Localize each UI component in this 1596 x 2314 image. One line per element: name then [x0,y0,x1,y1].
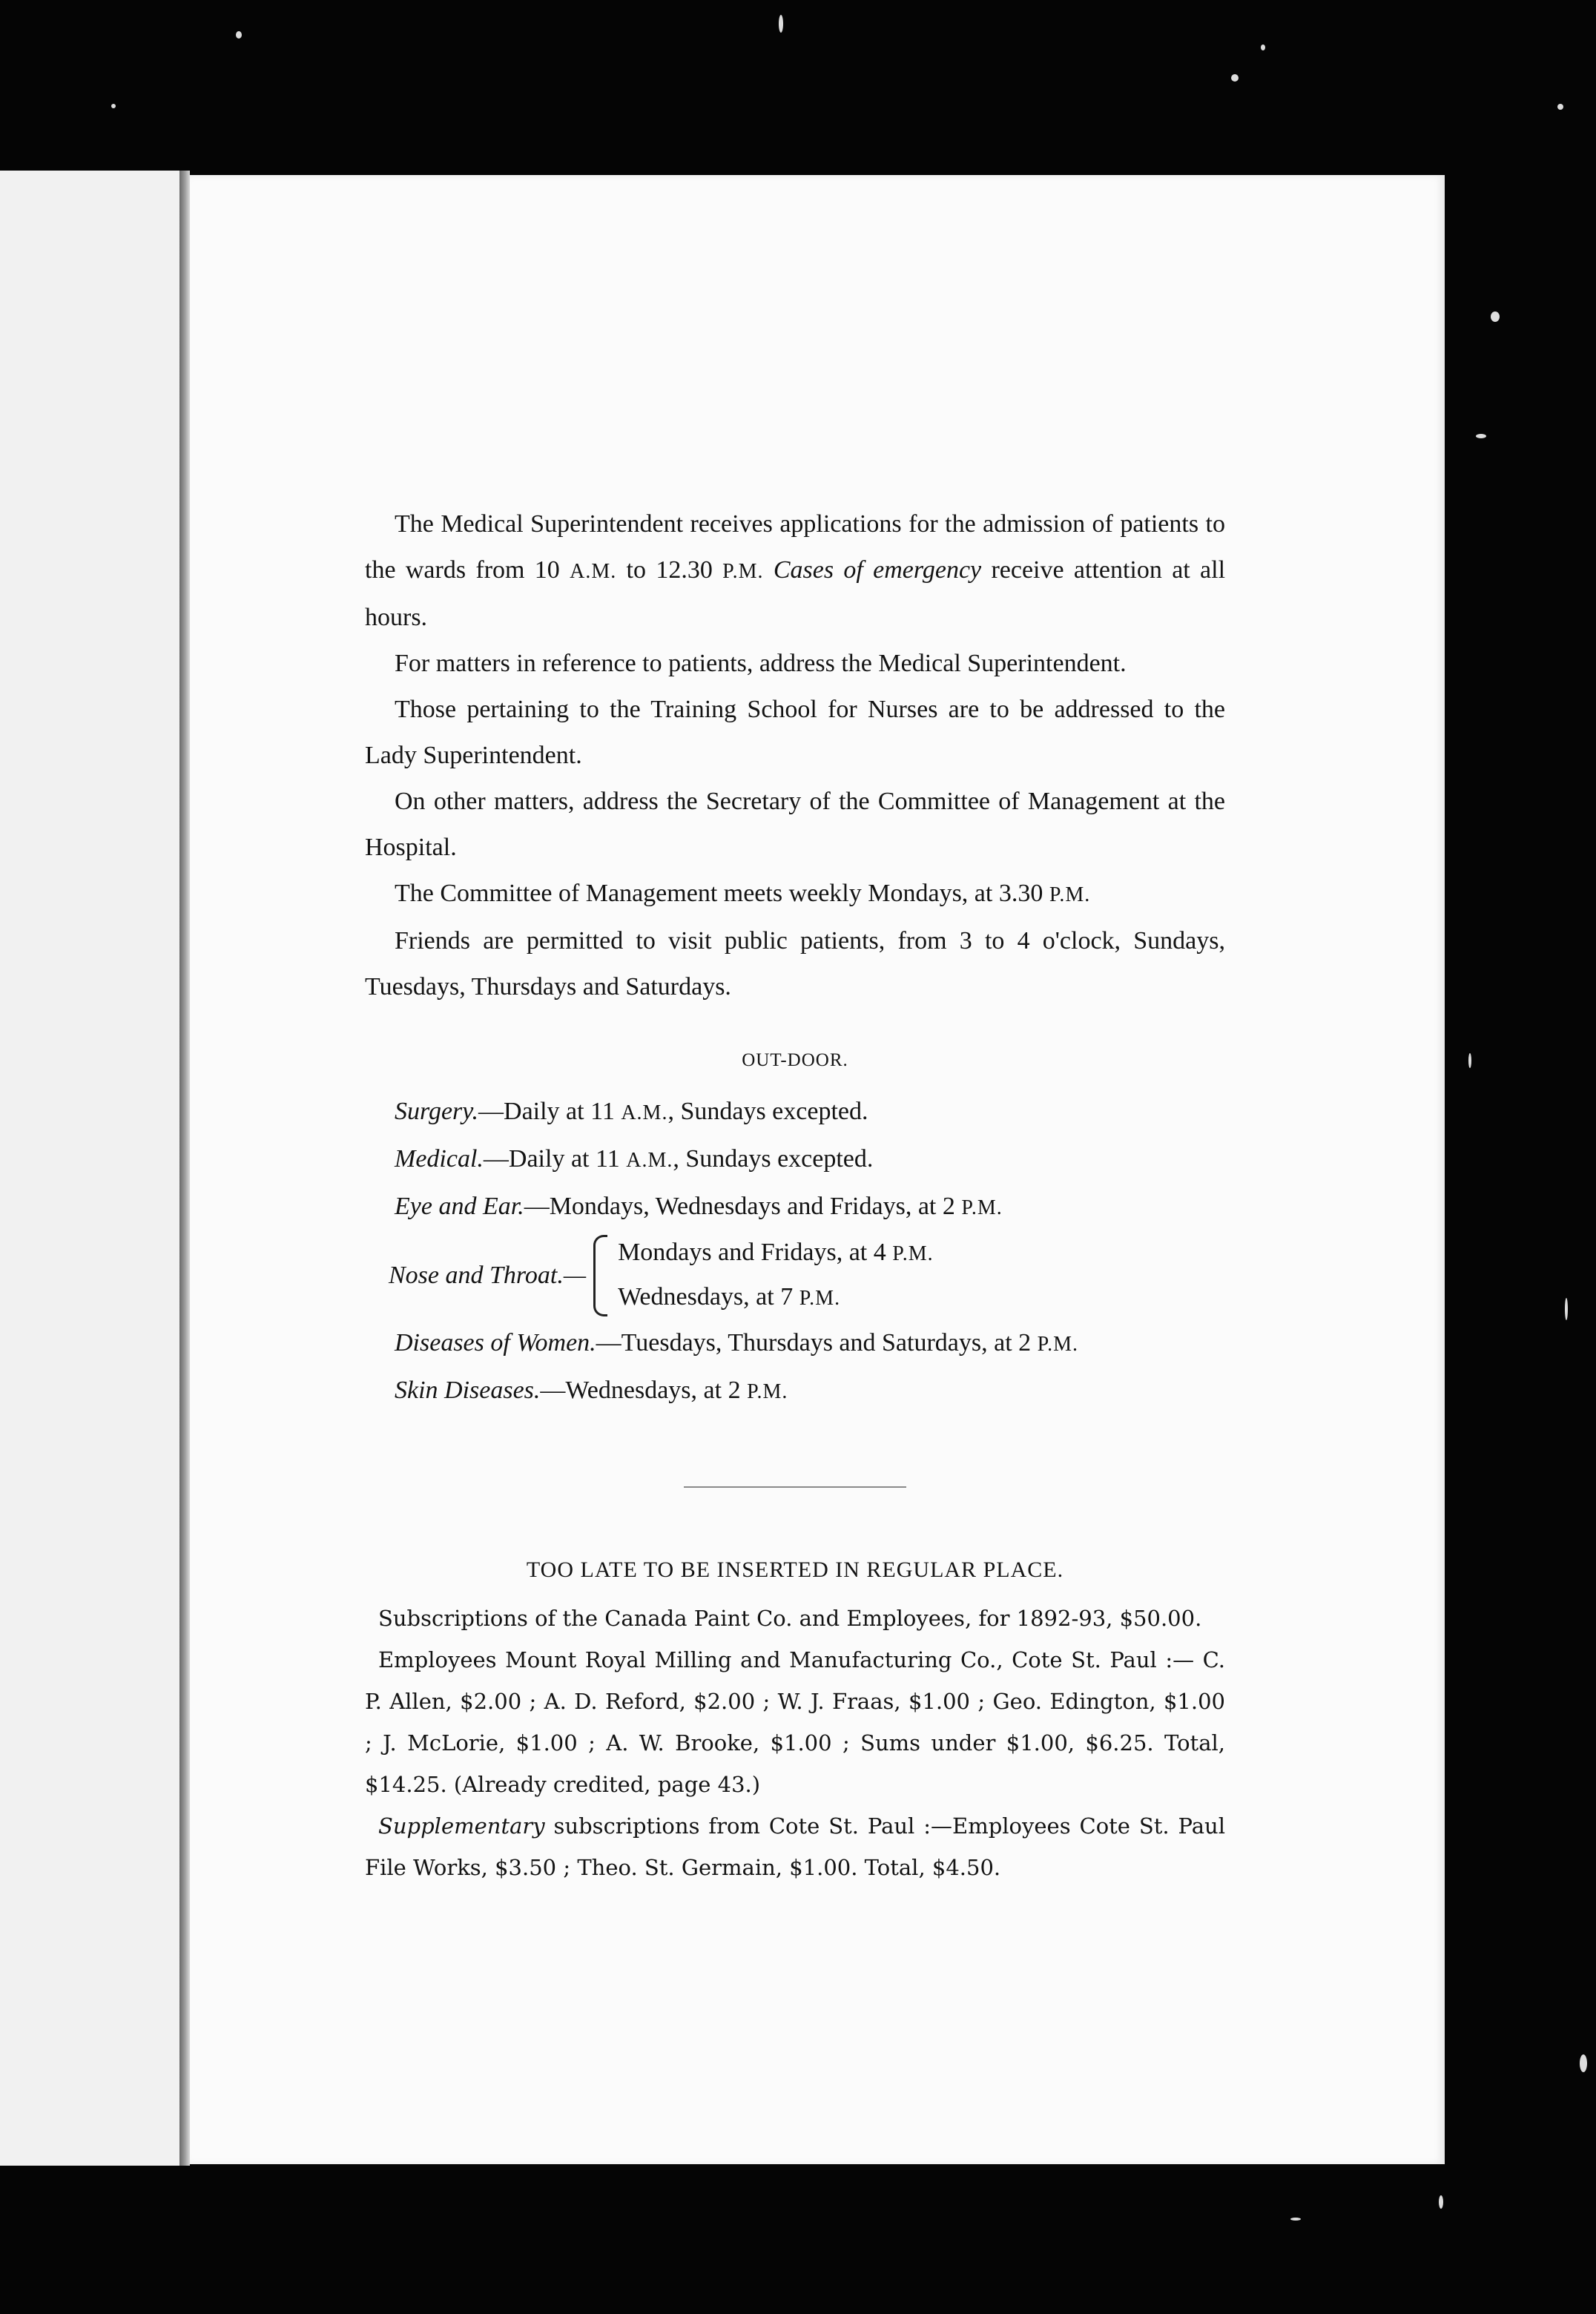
scan-speck [1468,1053,1471,1068]
outdoor-eye-ear: Eye and Ear.—Mondays, Wednesdays and Fridays, at 2 P.M. [395,1193,1003,1220]
patients-paragraph: For matters in reference to patients, address the Medical Superintendent. [395,650,1127,677]
scan-speck [779,15,783,33]
scan-speck [1580,2054,1587,2072]
nose-throat-line-2: Wednesdays, at 7 P.M. [618,1283,841,1311]
nose-throat-line-1: Mondays and Fridays, at 4 P.M. [618,1239,934,1266]
scan-speck [1261,44,1265,50]
nose-throat-schedule [618,1231,934,1320]
outdoor-nose-throat: Nose and Throat.— Mondays and Fridays, at 4 P.M. Wednesdays, at 7 P.M. [365,1231,1225,1320]
outdoor-surgery: Surgery.—Daily at 11 A.M., Sundays excepted. [395,1098,868,1125]
scan-speck [111,104,116,108]
scan-speck [1557,104,1563,110]
book-spine [179,171,190,2166]
late-insert-section [365,1549,1225,1888]
admission-paragraph: The Medical Superintendent receives applications for the admission of patients to the wards from 10 A.M. to 12.30 P.M. Cases of emergency receive attention at all hours. [365,510,1226,631]
scan-speck [1476,434,1486,438]
outdoor-heading: OUT-DOOR. [742,1050,848,1070]
scan-speck [236,31,242,39]
mount-royal-paragraph: Employees Mount Royal Milling and Manufacturing Co., Cote St. Paul :— C. P. Allen, $2.00 ; A. D. Reford, $2.00 ; W. J. Fraas, $1.00 ; Geo. Edington, $1.00 ; J. McLorie, $1.00 ; A. W. Brooke, $1.00 ; Sums under $1.00, $6.25. Total, $14.25. (Already credited, page 43.) [365,1647,1225,1797]
other-matters-paragraph: On other matters, address the Secretary of the Committee of Management at the Hospital. [365,788,1225,861]
committee-paragraph: The Committee of Management meets weekly Mondays, at 3.30 P.M. [395,880,1091,907]
scan-speck [1439,2195,1443,2209]
scan-speck [1231,74,1239,82]
late-insert-heading: TOO LATE TO BE INSERTED IN REGULAR PLACE. [526,1558,1064,1582]
scan-speck [1290,2218,1301,2221]
outdoor-medical: Medical.—Daily at 11 A.M., Sundays excepted. [395,1145,874,1173]
nurses-paragraph: Those pertaining to the Training School for Nurses are to be addressed to the Lady Superintendent. [365,696,1225,769]
visiting-paragraph: Friends are permitted to visit public patients, from 3 to 4 o'clock, Sundays, Tuesdays, Thursdays and Saturdays. [365,927,1225,1001]
supplementary-paragraph: Supplementary subscriptions from Cote St. Paul :—Employees Cote St. Paul File Works, $3.50 ; Theo. St. Germain, $1.00. Total, $4.50. [365,1813,1225,1880]
document-page [190,175,1445,2164]
section-divider [684,1486,906,1488]
curly-brace-icon [593,1235,607,1316]
canada-paint-paragraph: Subscriptions of the Canada Paint Co. and Employees, for 1892-93, $50.00. [378,1606,1202,1631]
left-page-edge [0,171,185,2166]
outdoor-skin-diseases: Skin Diseases.—Wednesdays, at 2 P.M. [395,1377,788,1404]
scan-speck [1565,1298,1568,1320]
page-content [365,501,1225,1888]
outdoor-diseases-women: Diseases of Women.—Tuesdays, Thursdays and Saturdays, at 2 P.M. [395,1329,1079,1357]
scan-speck [1491,312,1500,322]
